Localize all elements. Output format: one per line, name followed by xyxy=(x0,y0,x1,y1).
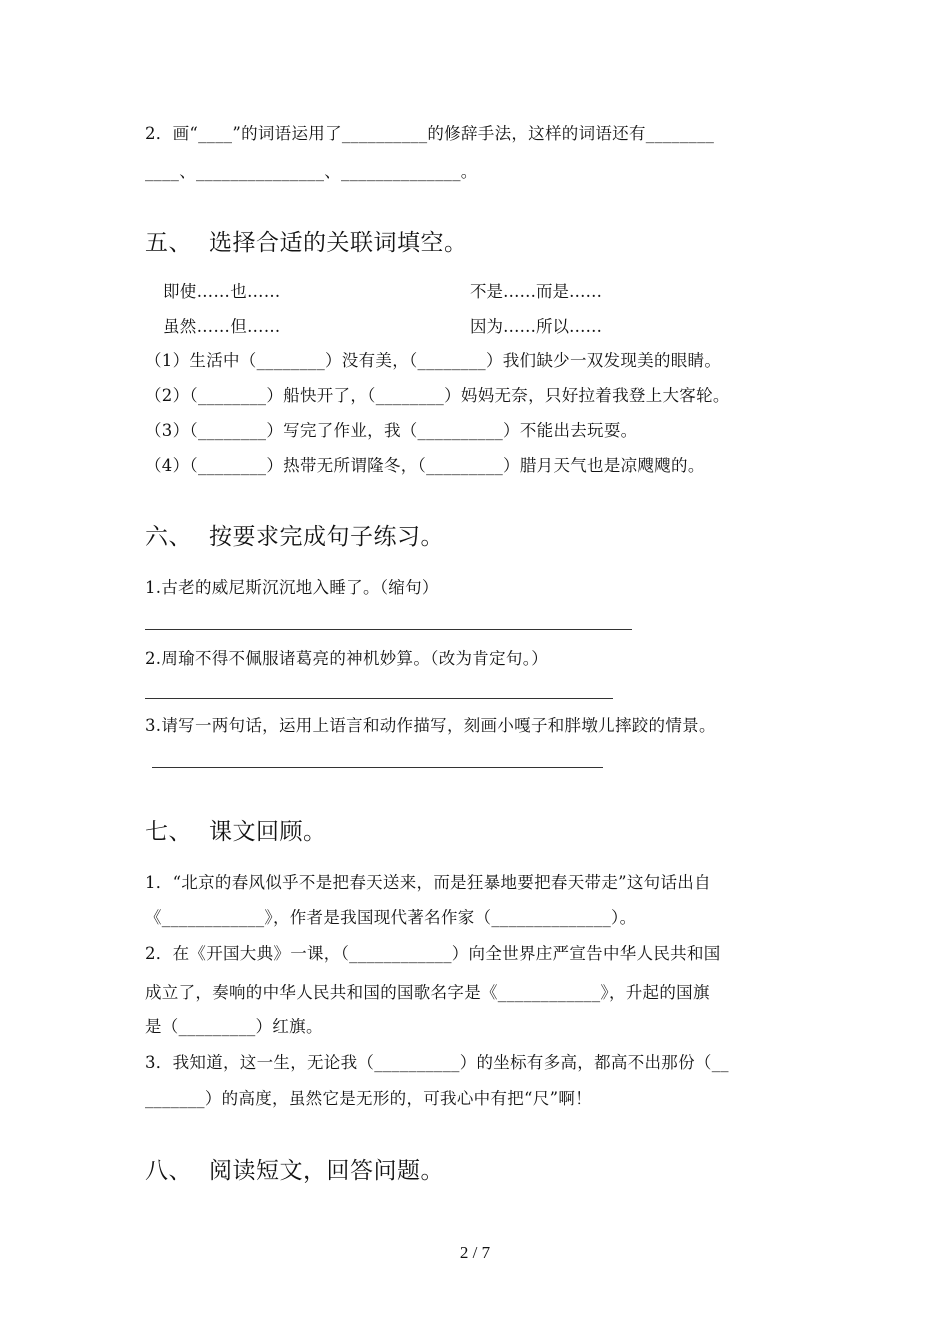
section-8-title: 阅读短文，回答问题。 xyxy=(209,1158,444,1184)
option-2: 不是……而是…… xyxy=(470,282,602,301)
section-7-line-1: 1．“北京的春风似乎不是把春天送来，而是狂暴地要把春天带走”这句话出自 xyxy=(145,873,711,892)
section-6-number: 六、 xyxy=(145,524,192,550)
section-5-heading xyxy=(145,228,468,258)
section-7-line-7: _______）的高度，虽然它是无形的，可我心中有把“尺”啊！ xyxy=(145,1089,592,1108)
section-8-number: 八、 xyxy=(145,1158,192,1184)
section-6-item-2: 2.周瑜不得不佩服诸葛亮的神机妙算。（改为肯定句。） xyxy=(145,649,549,668)
section-7-line-4: 成立了，奏响的中华人民共和国的国歌名字是《____________》，升起的国旗 xyxy=(145,983,710,1002)
section-5-item-4: （4）（________）热带无所谓隆冬，（_________）腊月天气也是凉飕飕的。 xyxy=(145,456,705,475)
section-7-line-2: 《____________》，作者是我国现代著名作家（______________）。 xyxy=(145,908,637,927)
section-5-number: 五、 xyxy=(145,230,192,256)
section-6-heading xyxy=(145,522,444,552)
q2-line-2: ____、_______________、______________。 xyxy=(145,162,478,181)
answer-line-2[interactable] xyxy=(145,698,613,699)
section-7-line-5: 是（_________）红旗。 xyxy=(145,1017,323,1036)
option-4: 因为……所以…… xyxy=(470,317,602,336)
page-number: 2 / 7 xyxy=(459,1243,491,1262)
section-8-heading xyxy=(145,1156,444,1186)
section-6-item-3: 3.请写一两句话，运用上语言和动作描写，刻画小嘎子和胖墩儿摔跤的情景。 xyxy=(145,716,716,735)
section-7-heading xyxy=(145,817,327,847)
section-6-title: 按要求完成句子练习。 xyxy=(209,524,444,550)
section-7-number: 七、 xyxy=(145,819,192,845)
option-1: 即使……也…… xyxy=(163,282,281,301)
section-7-line-6: 3．我知道，这一生，无论我（__________）的坐标有多高，都高不出那份（__ xyxy=(145,1053,729,1072)
answer-line-3[interactable] xyxy=(152,767,603,768)
section-7-title: 课文回顾。 xyxy=(209,819,327,845)
section-7-line-3: 2．在《开国大典》一课，（____________）向全世界庄严宣告中华人民共和国 xyxy=(145,944,721,963)
option-3: 虽然……但…… xyxy=(163,317,281,336)
section-5-title: 选择合适的关联词填空。 xyxy=(209,230,468,256)
section-5-item-1: （1）生活中（________）没有美，（________）我们缺少一双发现美的眼睛。 xyxy=(145,351,722,370)
section-5-item-2: （2）（________）船快开了，（________）妈妈无奈，只好拉着我登上大客轮。 xyxy=(145,386,730,405)
answer-line-1[interactable] xyxy=(145,629,632,630)
section-5-item-3: （3）（________）写完了作业，我（__________）不能出去玩耍。 xyxy=(145,421,638,440)
section-6-item-1: 1.古老的威尼斯沉沉地入睡了。（缩句） xyxy=(145,578,439,597)
q2-line-1: 2．画“____”的词语运用了__________的修辞手法，这样的词语还有________ xyxy=(145,124,715,143)
